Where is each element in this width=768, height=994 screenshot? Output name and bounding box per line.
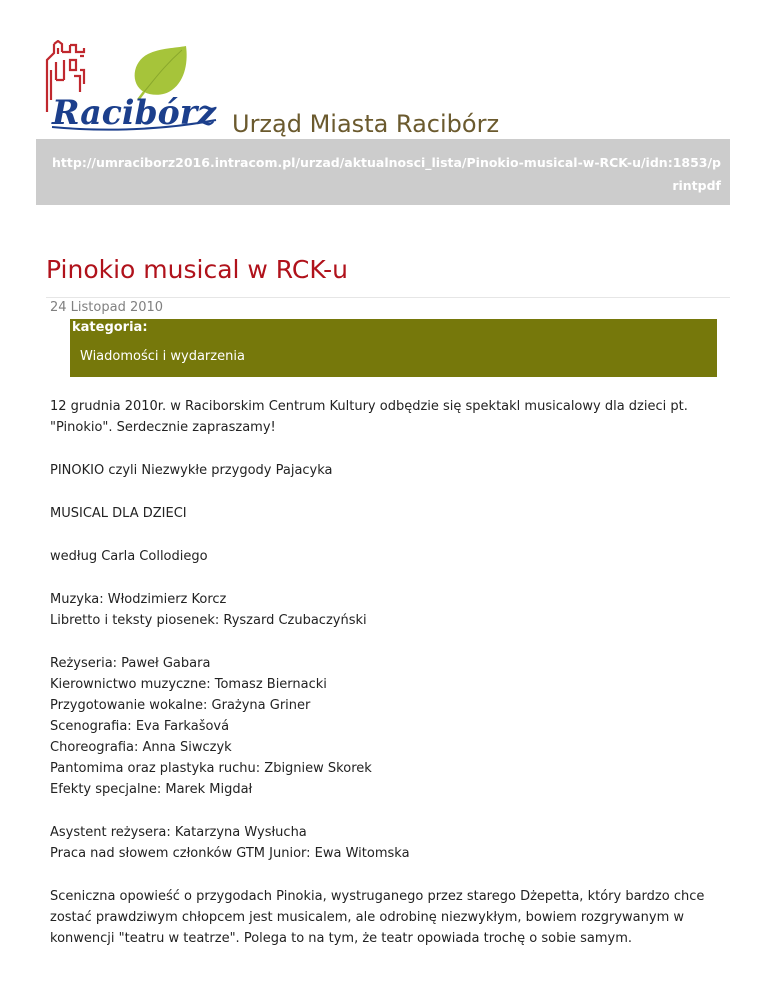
paragraph-line: Reżyseria: Paweł Gabara	[50, 656, 211, 671]
logo-wordmark: Racibórz	[51, 93, 217, 132]
category-box	[70, 319, 717, 377]
paragraph-line: Sceniczna opowieść o przygodach Pinokia, wystruganego przez starego Dżepetta, który bardzo chce zostać prawdziwym chłopcem jest musicalem, ale odrobinę niezwykłym, bowiem rozgrywanym w konwencji "teatru w teatrze". Polega to na tym, że teatr opowiada trochę o sobie samym.	[50, 889, 705, 946]
paragraph-author	[50, 546, 730, 567]
raciborz-logo[interactable]	[44, 40, 220, 132]
paragraph-line: Kierownictwo muzyczne: Tomasz Biernacki	[50, 677, 327, 692]
paragraph-line: Libretto i teksty piosenek: Ryszard Czubaczyński	[50, 613, 367, 628]
paragraph-line: Choreografia: Anna Siwczyk	[50, 740, 232, 755]
paragraph-line: Przygotowanie wokalne: Grażyna Griner	[50, 698, 311, 713]
leaf-icon	[135, 46, 187, 100]
paragraph-line: Pantomima oraz plastyka ruchu: Zbigniew Skorek	[50, 761, 372, 776]
category-label: kategoria:	[72, 320, 148, 335]
url-bar	[36, 139, 730, 205]
page-url[interactable]: http://umraciborz2016.intracom.pl/urzad/aktualnosci_lista/Pinokio-musical-w-RCK-u/idn:1853/printpdf	[52, 155, 721, 193]
paragraph-line: Asystent reżysera: Katarzyna Wysłucha	[50, 825, 307, 840]
paragraph-line: Muzyka: Włodzimierz Korcz	[50, 592, 227, 607]
paragraph-line: 12 grudnia 2010r. w Raciborskim Centrum Kultury odbędzie się spektakl musicalowy dla dzieci pt. "Pinokio". Serdecznie zapraszamy!	[50, 399, 688, 435]
paragraph-line: Praca nad słowem członków GTM Junior: Ewa Witomska	[50, 846, 410, 861]
title-divider	[46, 297, 730, 298]
paragraph-line: PINOKIO czyli Niezwykłe przygody Pajacyka	[50, 463, 333, 478]
article-content	[50, 396, 730, 971]
paragraph-production-credits	[50, 653, 730, 800]
paragraph-assistant-credits	[50, 822, 730, 864]
paragraph-genre	[50, 503, 730, 524]
article-date: 24 Listopad 2010	[50, 300, 164, 315]
category-value[interactable]: Wiadomości i wydarzenia	[80, 349, 245, 364]
paragraph-line: według Carla Collodiego	[50, 549, 208, 564]
paragraph-description	[50, 886, 730, 949]
paragraph-music-credits	[50, 589, 730, 631]
paragraph-title	[50, 460, 730, 481]
site-name: Urząd Miasta Racibórz	[232, 110, 500, 138]
paragraph-line: Scenografia: Eva Farkašová	[50, 719, 230, 734]
paragraph-intro	[50, 396, 730, 438]
paragraph-line: Efekty specjalne: Marek Migdał	[50, 782, 253, 797]
page-title: Pinokio musical w RCK-u	[46, 255, 349, 284]
paragraph-line: MUSICAL DLA DZIECI	[50, 506, 187, 521]
